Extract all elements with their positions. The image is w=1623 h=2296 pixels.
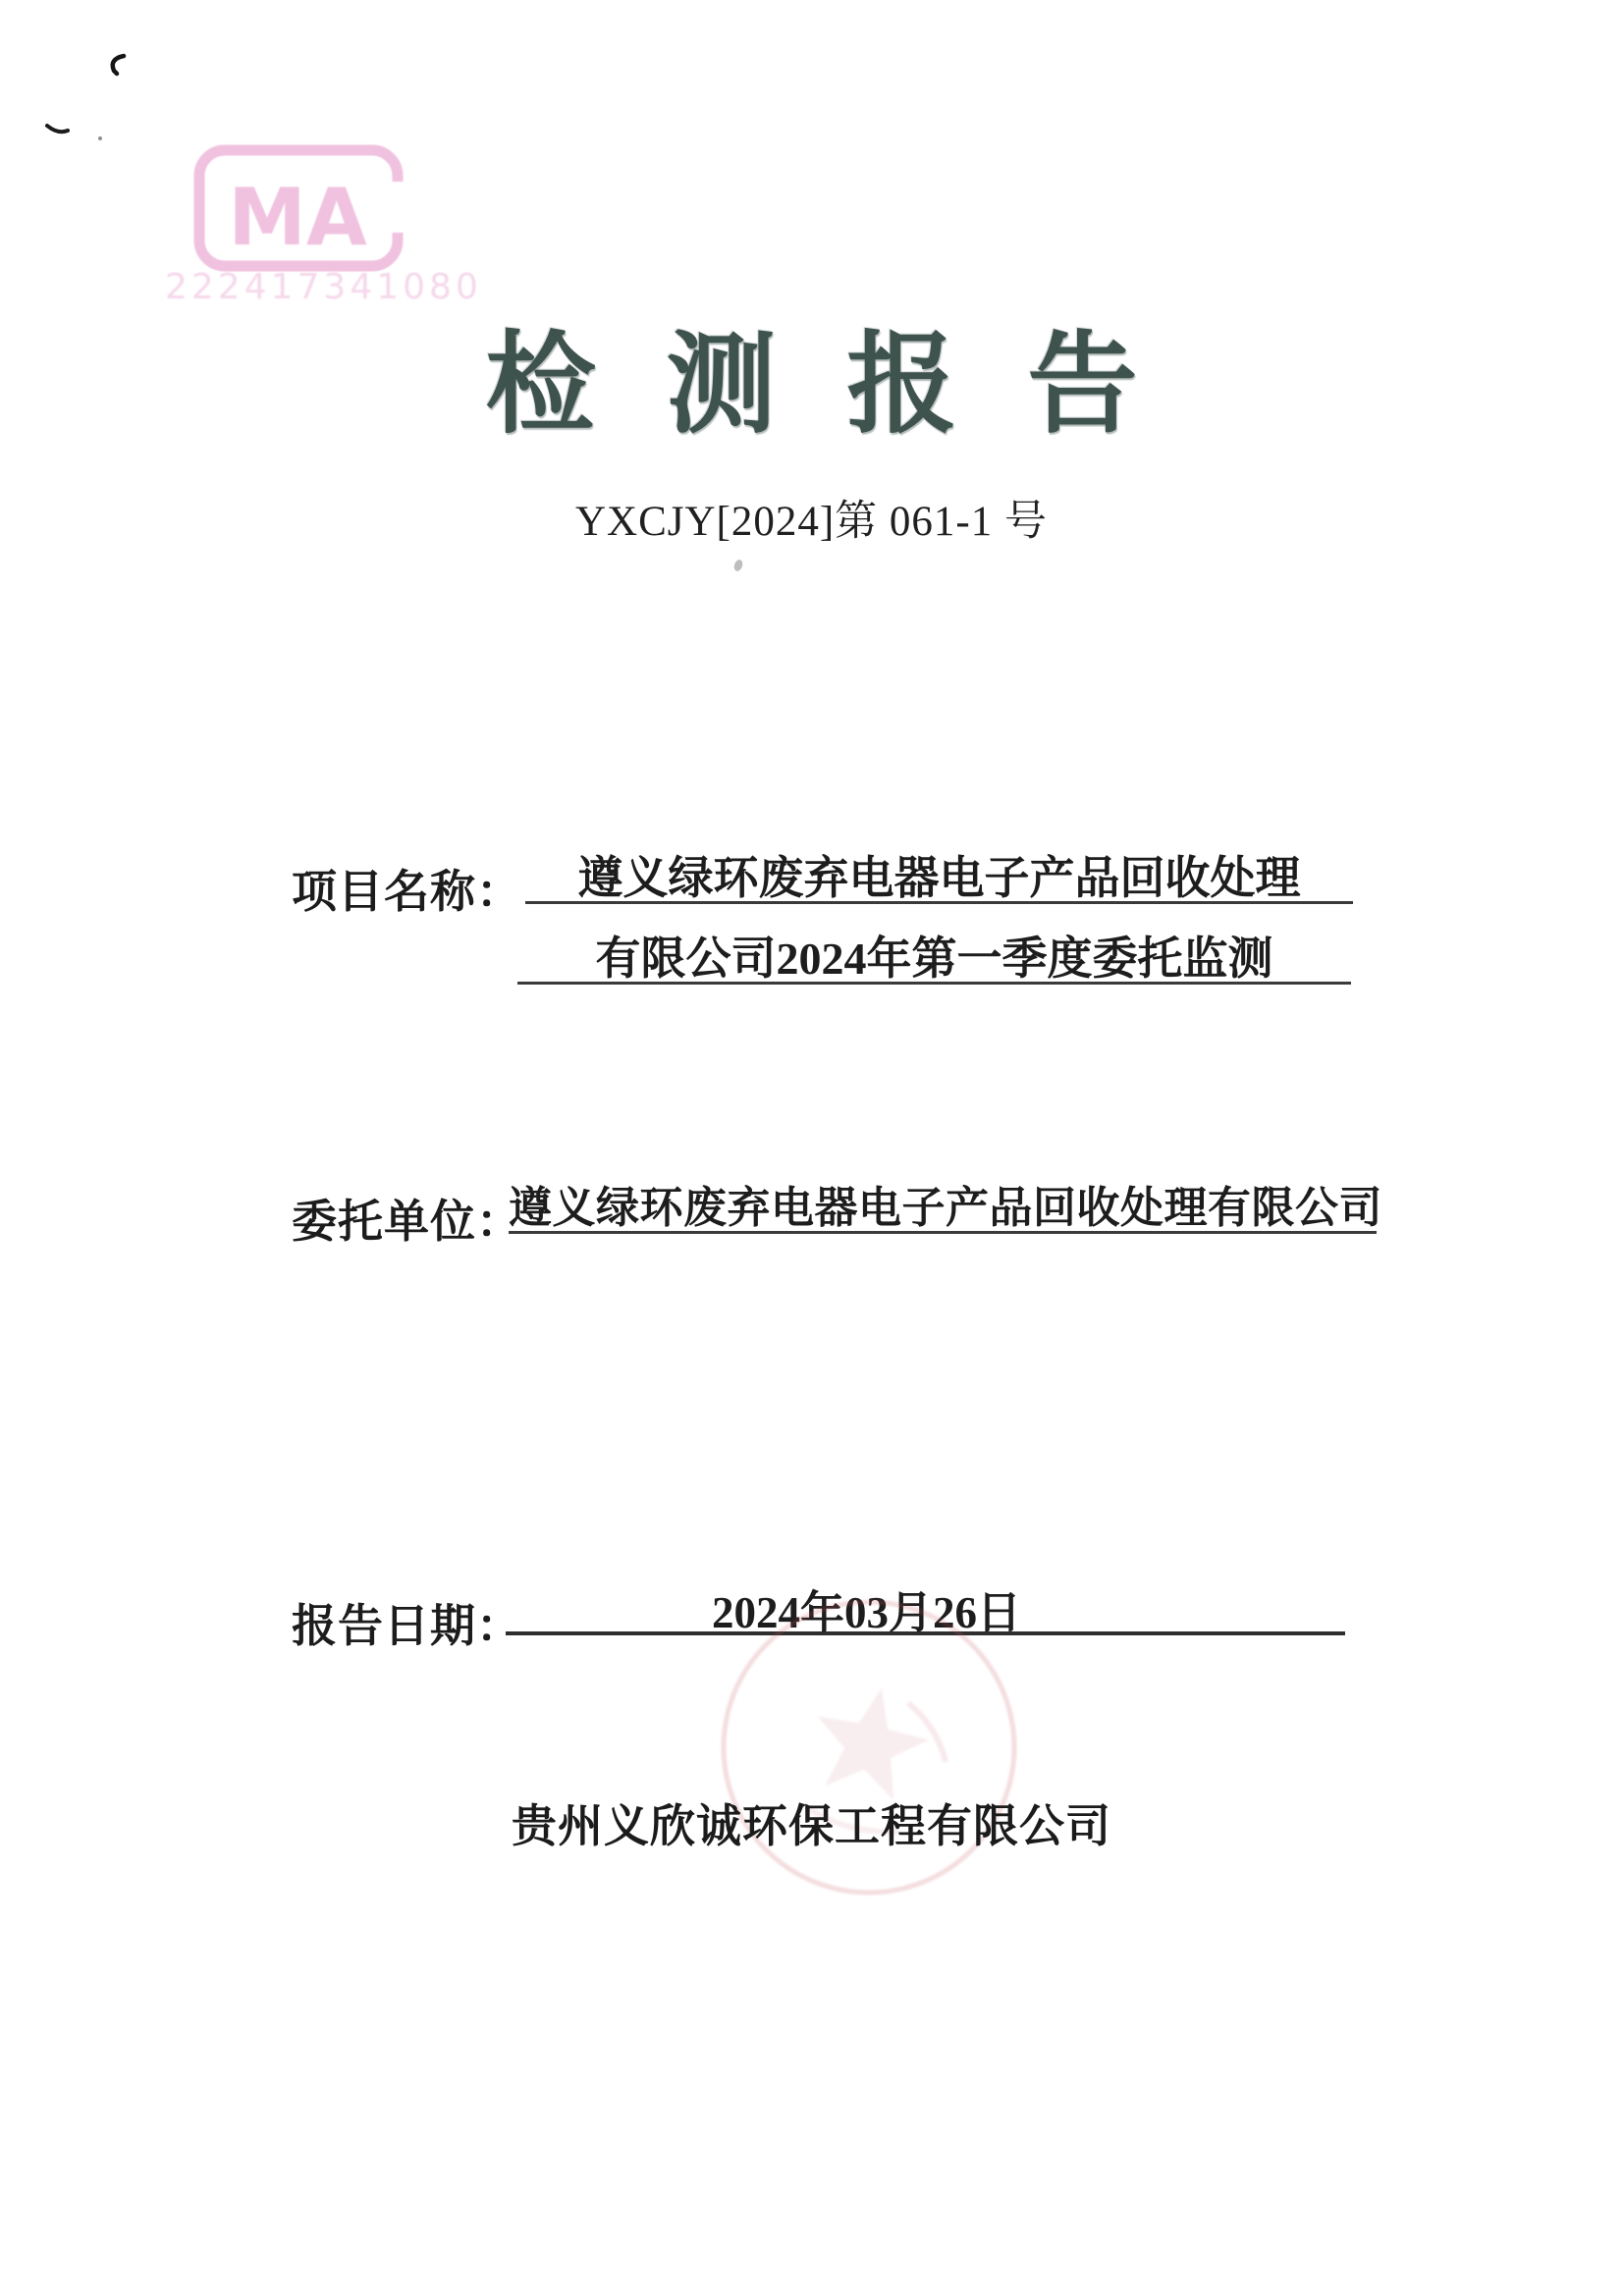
project-name-label: 项目名称：	[292, 867, 522, 917]
ink-speck	[732, 559, 744, 572]
cma-letters: MA	[228, 172, 367, 263]
client-unit-label: 委托单位：	[292, 1197, 522, 1247]
cma-certificate-number: 222417341080	[165, 267, 482, 307]
report-date-label: 报告日期：	[292, 1601, 522, 1651]
issuer-company-name: 贵州义欣诚环保工程有限公司	[512, 1801, 1111, 1851]
report-title: 检测报告	[485, 325, 1209, 447]
project-name-value-line2: 有限公司2024年第一季度委托监测	[517, 934, 1351, 985]
company-seal-stamp	[712, 1600, 1026, 1914]
client-unit-value: 遵义绿环废弃电器电子产品回收处理有限公司	[509, 1184, 1382, 1232]
report-date-value: 2024年03月26日	[506, 1588, 1345, 1635]
ink-speck-marks	[29, 39, 196, 152]
report-number: YXCJY[2024]第 061-1 号	[574, 499, 1049, 545]
project-name-value-line1: 遵义绿环废弃电器电子产品回收处理	[525, 854, 1353, 904]
